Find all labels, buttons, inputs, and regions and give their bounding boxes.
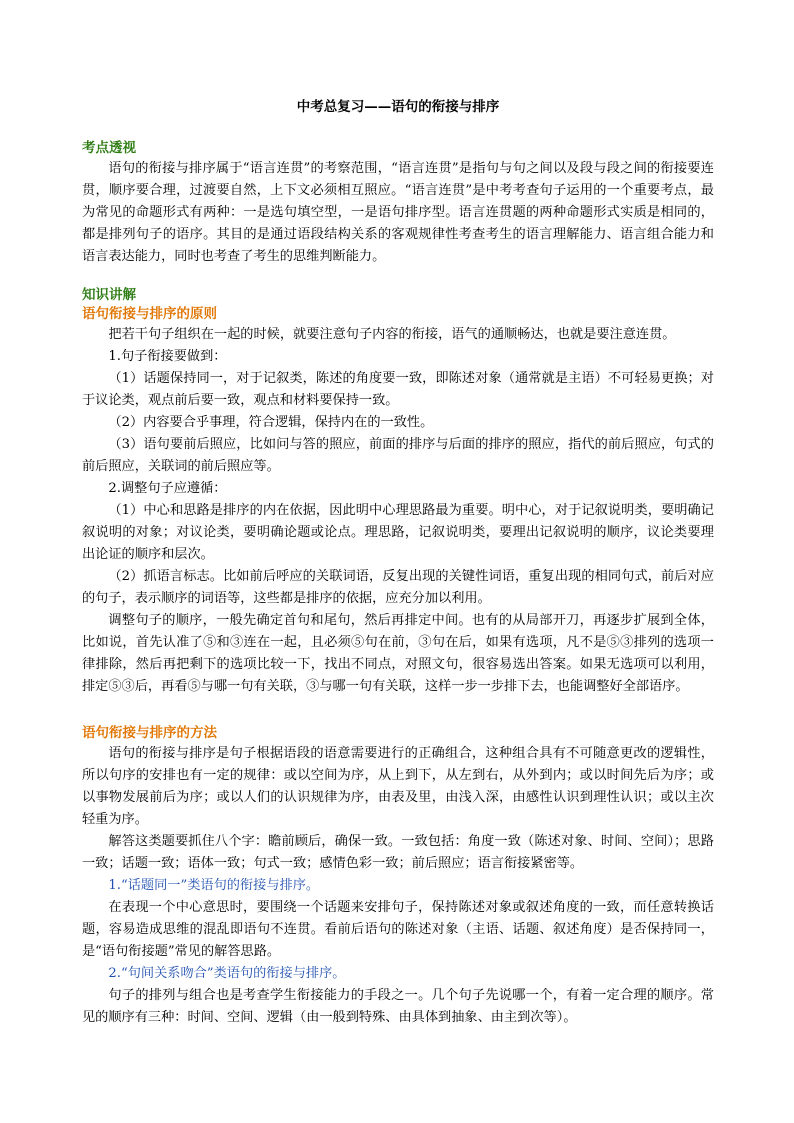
section-heading-exam-focus: 考点透视 (82, 140, 136, 156)
subheading-principles: 语句衔接与排序的原则 (82, 306, 217, 322)
subheading-methods: 语句衔接与排序的方法 (82, 725, 217, 741)
method-1-heading: 1.“话题同一”类语句的衔接与排序。 (108, 878, 320, 893)
list-item-1: 1.句子衔接要做到： (108, 349, 227, 364)
ordering-paragraph: 调整句子的顺序，一般先确定首句和尾句，然后再排定中间。也有的从局部开刀，再逐步扩展到全体，比如说，首先认准了⑤和③连在一起，且必须⑤句在前，③句在后，如果有选项，凡不是⑤③排列的选项一律排除，然后再把剩下的选项比较一下，找出不同点，对照文句，很容易选出答案。如果无选项可以利用，排定⑤③后，再看⑤与哪一句有关联，③与哪一句有关联，这样一步一步排下去，也能调整好全部语序。 (82, 613, 714, 694)
method-1-paragraph: 在表现一个中心意思时，要围绕一个话题来安排句子，保持陈述对象或叙述角度的一致，而任意转换话题，容易造成思维的混乱即语句不连贯。看前后语句的陈述对象（主语、话题、叙述角度）是否保持同一，是“语句衔接题”常见的解答思路。 (82, 900, 714, 959)
list-item-1b: （2）内容要合乎事理，符合逻辑，保持内在的一致性。 (108, 415, 434, 430)
list-item-2b: （2）抓语言标志。比如前后呼应的关联词语，反复出现的关键性词语，重复出现的相同句式，前后对应的句子，表示顺序的词语等，这些都是排序的依据，应充分加以利用。 (82, 569, 714, 606)
page-title: 中考总复习——语句的衔接与排序 (296, 99, 500, 115)
methods-paragraph: 语句的衔接与排序是句子根据语段的语意需要进行的正确组合，这种组合具有不可随意更改的逻辑性，所以句序的安排也有一定的规律：或以空间为序，从上到下，从左到右，从外到内；或以时间先后为序；或以事物发展前后为序；或以人们的认识规律为序，由表及里，由浅入深，由感性认识到理性认识；或以主次轻重为序。 (82, 746, 714, 827)
list-item-2: 2.调整句子应遵循： (108, 481, 227, 496)
section-heading-knowledge: 知识讲解 (82, 287, 136, 303)
list-item-1c: （3）语句要前后照应，比如问与答的照应，前面的排序与后面的排序的照应，指代的前后照应，句式的前后照应，关联词的前后照应等。 (82, 437, 714, 474)
answer-tips-paragraph: 解答这类题要抓住八个字：瞻前顾后，确保一致。一致包括：角度一致（陈述对象、时间、空间）；思路一致；话题一致；语体一致；句式一致；感情色彩一致；前后照应；语言衔接紧密等。 (82, 834, 714, 871)
exam-focus-paragraph: 语句的衔接与排序属于“语言连贯”的考察范围，“语言连贯”是指句与句之间以及段与段之间的衔接要连贯，顺序要合理，过渡要自然，上下文必须相互照应。“语言连贯”是中考考查句子运用的一个重要考点，最为常见的命题形式有两种：一是选句填空型，一是语句排序型。语言连贯题的两种命题形式实质是相同的，都是排列句子的语序。其目的是通过语段结构关系的客观规律性考查考生的语言理解能力、语言组合能力和语言表达能力，同时也考查了考生的思维判断能力。 (82, 161, 714, 264)
method-2-paragraph: 句子的排列与组合也是考查学生衔接能力的手段之一。几个句子先说哪一个，有着一定合理的顺序。常见的顺序有三种：时间、空间、逻辑（由一般到特殊、由具体到抽象、由主到次等）。 (82, 988, 714, 1025)
list-item-1a: （1）话题保持同一，对于记叙类，陈述的角度要一致，即陈述对象（通常就是主语）不可轻易更换；对于议论类，观点前后要一致，观点和材料要保持一致。 (82, 371, 714, 408)
method-2-heading: 2.“句间关系吻合”类语句的衔接与排序。 (108, 966, 346, 981)
principles-intro: 把若干句子组织在一起的时候，就要注意句子内容的衔接，语气的通顺畅达，也就是要注意连贯。 (108, 327, 676, 342)
list-item-2a: （1）中心和思路是排序的内在依据，因此明中心理思路最为重要。明中心，对于记叙说明类，要明确记叙说明的对象；对议论类，要明确论题或论点。理思路，记叙说明类，要理出记叙说明的顺序，议论类要理出论证的顺序和层次。 (82, 503, 714, 562)
